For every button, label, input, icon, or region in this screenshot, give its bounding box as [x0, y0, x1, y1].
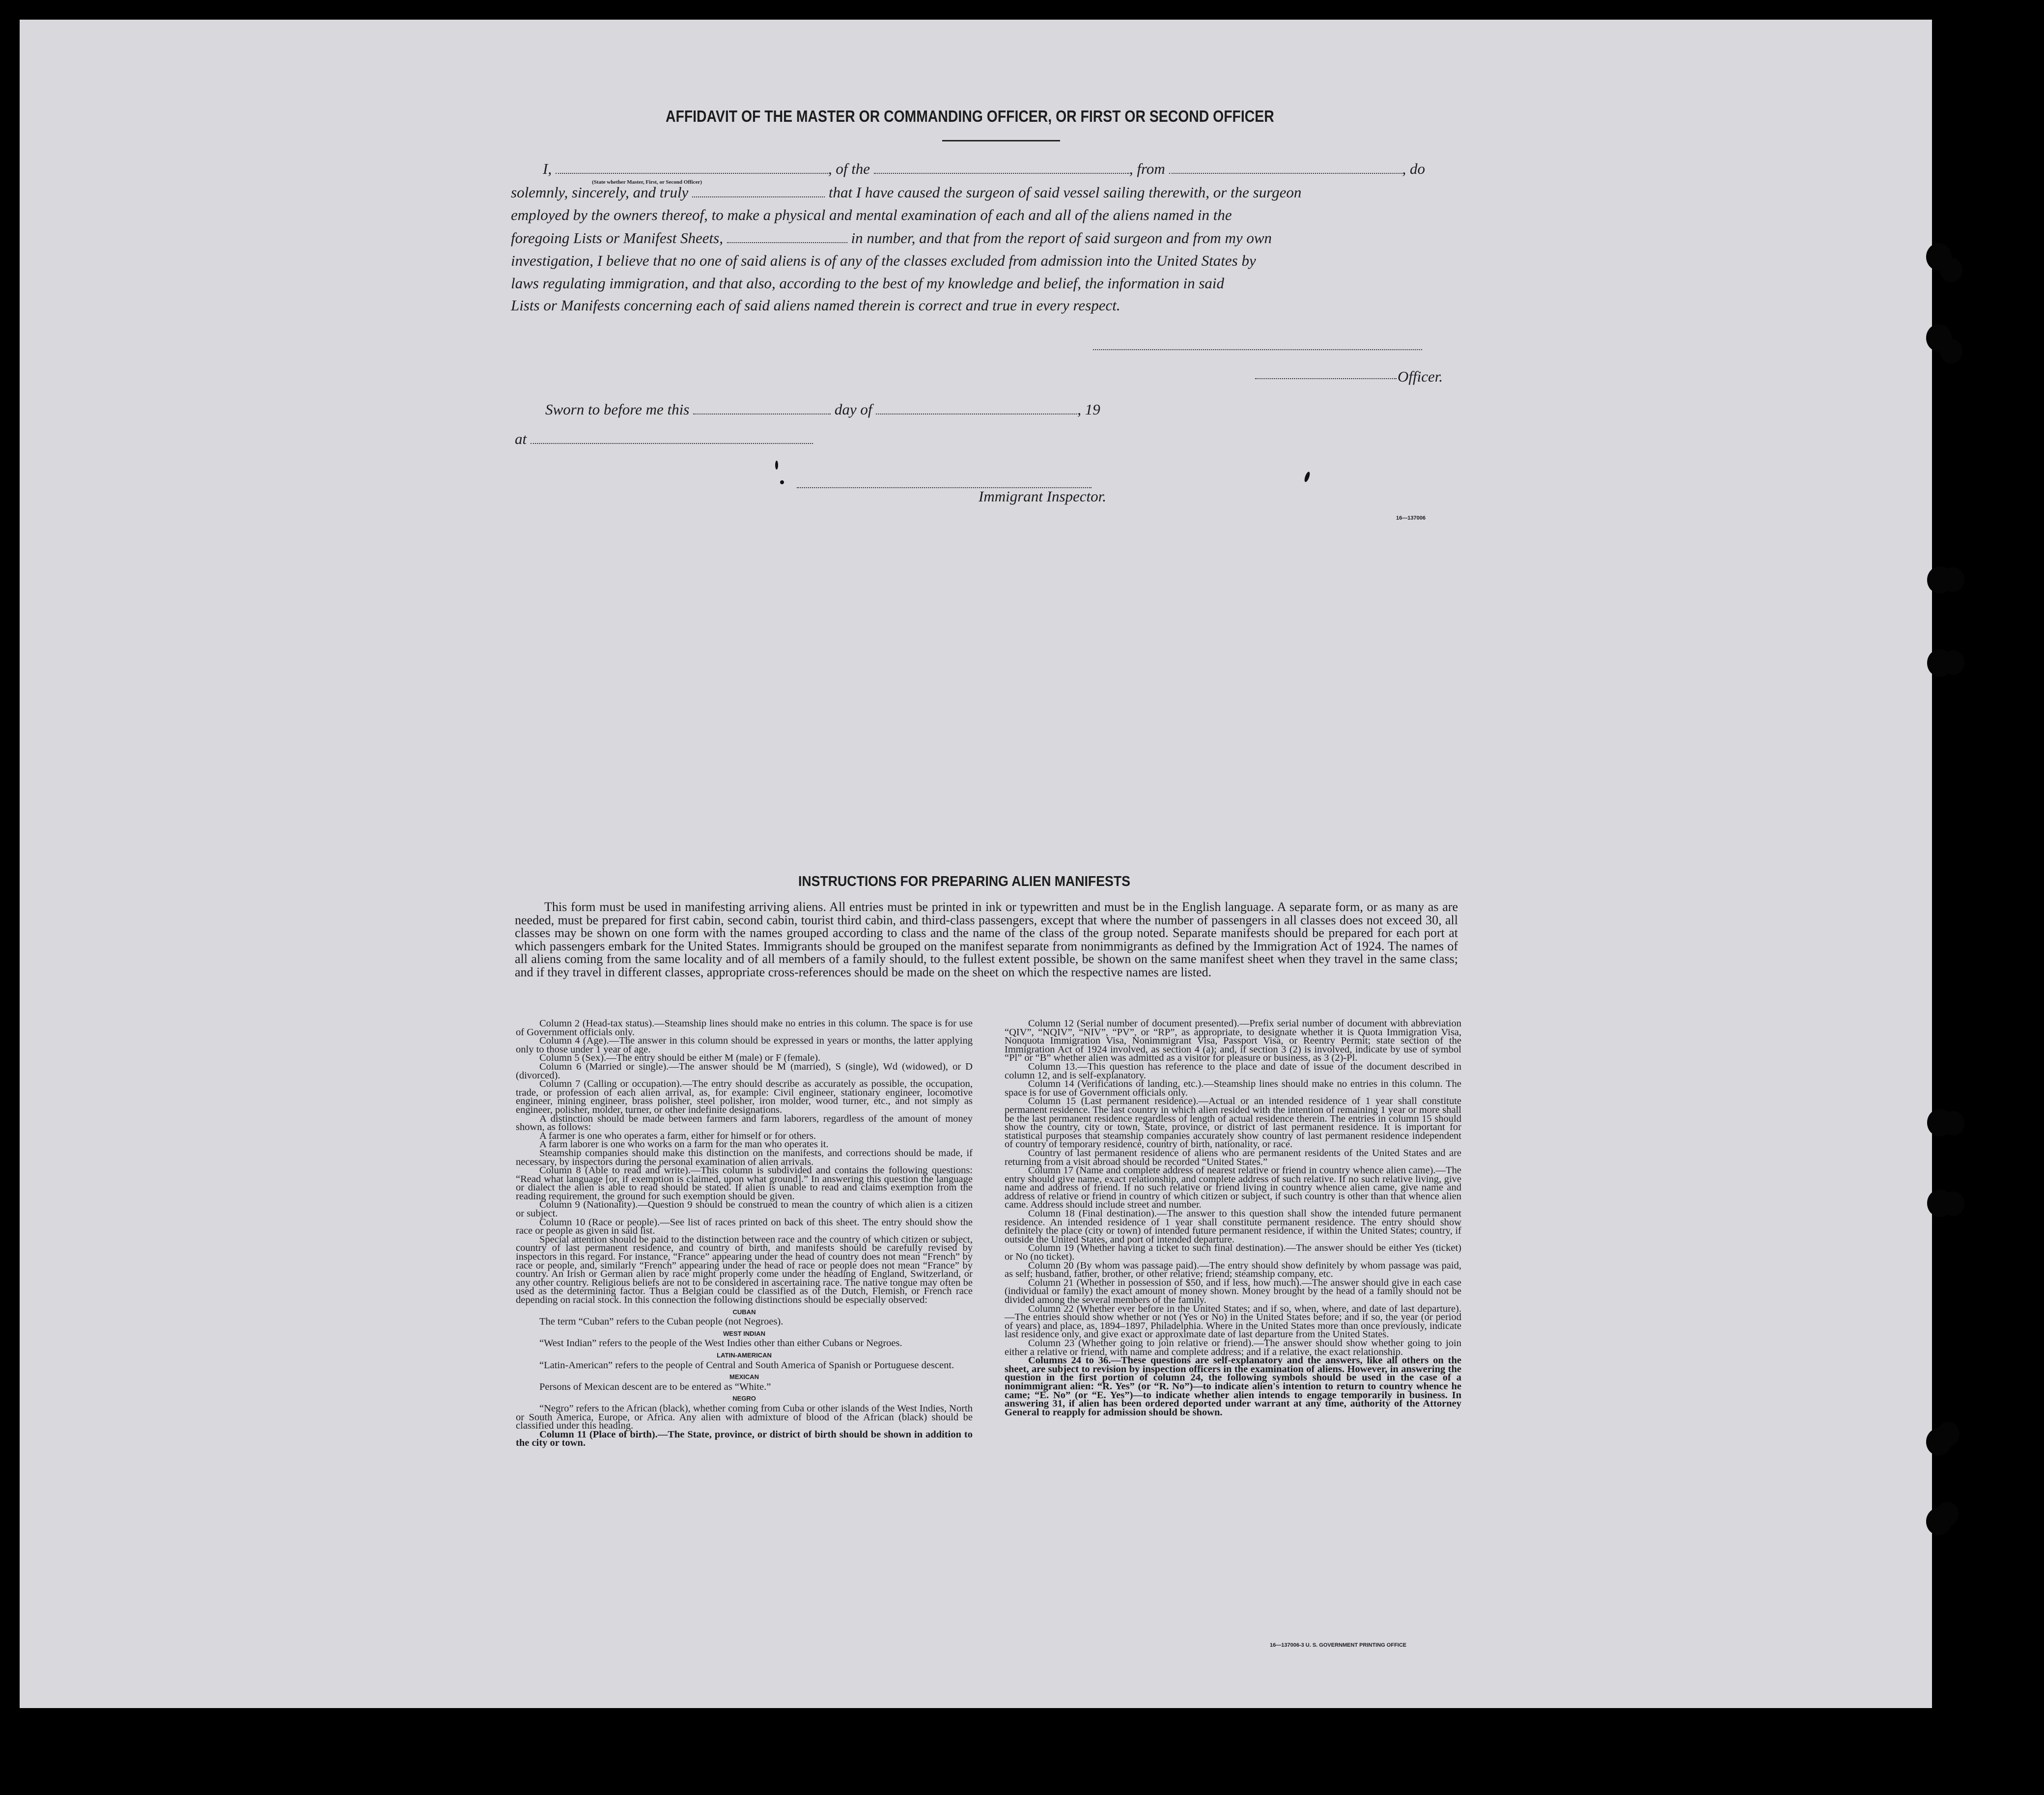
race-heading-latin-american: LATIN-AMERICAN [717, 1351, 772, 1359]
right-para-12: Column 23 (Whether going to join relative or friend).—The answer should show whether going to join either a relative or friend, with name and complete address; and if a relative, the exact relationship. [1005, 1337, 1461, 1357]
inspector-signature-line[interactable] [797, 480, 1092, 488]
do-label: , do [1402, 160, 1425, 177]
left-para-final: Column 11 (Place of birth).—The State, province, or district of birth should be shown in addition to the city or town. [516, 1429, 973, 1449]
sworn-place-field[interactable] [531, 431, 813, 444]
manifest-sheet [20, 20, 1932, 1708]
punch-hole [1936, 1502, 1959, 1526]
race-heading-cuban: CUBAN [732, 1308, 756, 1316]
vessel-name-field[interactable] [874, 161, 1129, 174]
right-para-2: Column 13.—This question has reference to the place and date of issue of the document described in column 12, and is self-explanatory. [1005, 1061, 1461, 1081]
instructions-right-column [1005, 1020, 1461, 1417]
sworn-line [545, 401, 1100, 418]
left-para-10: Column 8 (Able to read and write).—This column is subdivided and contains the following questions: “Read what language [or, if exemption is claimed, upon what ground].” In answering this question the language or dialect the alien is able to read should be stated. If alien is unable to read and claims exemption from the reading requirement, the ground for such exemption should be given. [516, 1165, 973, 1202]
sworn-text: Sworn to before me this [545, 401, 690, 418]
affidavit-i-label: I, [543, 160, 552, 177]
right-para-7: Column 18 (Final destination).—The answer to this question shall show the intended future permanent residence. An intended residence of 1 year shall constitute permanent residence. The entry should show definitely the place (city or town) of intended future permanent residence, if within the United States; country, if outside the United States, and port of intended departure. [1005, 1208, 1461, 1245]
affidavit-line-3: employed by the owners thereof, to make a physical and mental examination of each and all of the aliens named in the [511, 206, 1232, 223]
affidavit-title-rule [942, 140, 1060, 141]
left-para-7: A farmer is one who operates a farm, either for himself or for others. [539, 1130, 816, 1141]
at-label: at [515, 430, 527, 447]
printing-office-imprint: 16—137006-3 U. S. GOVERNMENT PRINTING OFFICE [1270, 1642, 1407, 1648]
left-para-1: Column 2 (Head-tax status).—Steamship lines should make no entries in this column. The space is for use of Government officials only. [516, 1018, 973, 1038]
surgeon-field[interactable] [692, 184, 825, 197]
instructions-left-column [516, 1020, 973, 1448]
port-from-field[interactable] [1169, 161, 1402, 174]
left-para-9: Steamship companies should make this distinction on the manifests, and corrections should be made, if necessary, by inspectors during the personal examination of alien arrivals. [516, 1147, 973, 1167]
affidavit-line-2 [511, 184, 1301, 201]
ink-mark [780, 480, 784, 484]
officer-title-line[interactable] [1255, 371, 1397, 379]
right-para-10: Column 21 (Whether in possession of $50, and if less, how much).—The answer should give in each case (individual or family) the exact amount of money shown. Money brought by the head of a family should not be divided among the several members of the family. [1005, 1277, 1461, 1305]
year-prefix: , 19 [1077, 401, 1100, 418]
right-para-11: Column 22 (Whether ever before in the United States; and if so, when, where, and date of last departure).—The entries should show whether or not (Yes or No) in the United States before; and if so, the year (or period of years) and place, as, 1894–1897, Philadelphia. Where in the United States more than once previously, indicate last residence only, and give exact or approximate date of last departure from the United States. [1005, 1303, 1461, 1340]
binder-edge [1932, 0, 2044, 1795]
right-para-6: Column 17 (Name and complete address of nearest relative or friend in country whence alien came).—The entry should give name, exact relationship, and complete address of such relative. If no such relative living, give name and address of friend. If no such relative or friend living in country whence alien came, give name and address of relative or friend in country of which citizen or subject, if such country is other than that whence alien came. Address should include street and number. [1005, 1165, 1461, 1211]
right-para-3: Column 14 (Verifications of landing, etc.).—Steamship lines should make no entries in this column. The space is for use of Government officials only. [1005, 1078, 1461, 1098]
affidavit-title: AFFIDAVIT OF THE MASTER OR COMMANDING OFFICER, OR FIRST OR SECOND OFFICER [666, 107, 1274, 125]
left-para-4: Column 6 (Married or single).—The answer should be M (married), S (single), Wd (widowed), or D (divorced). [516, 1061, 973, 1081]
right-para-5: Country of last permanent residence of aliens who are permanent residents of the United States and are returning from a visit abroad should be recorded “United States.” [1005, 1147, 1461, 1167]
left-para-11: Column 9 (Nationality).—Question 9 should be construed to mean the country of which alien is a citizen or subject. [516, 1199, 973, 1219]
left-para-3: Column 5 (Sex).—The entry should be either M (male) or F (female). [539, 1052, 821, 1064]
officer-signature-line[interactable] [1093, 342, 1422, 350]
left-para-5: Column 7 (Calling or occupation).—The entry should describe as accurately as possible, the occupation, trade, or profession of each alien arrival, as, for example: Civil engineer, stationary engineer, locomotive engineer, mining engineer, brass polisher, steel polisher, iron molder, wood turner, etc., and not simply as engineer, polisher, molder, turner, or other indefinite designations. [516, 1078, 973, 1115]
affidavit-form-number: 16—137006 [1396, 515, 1426, 521]
punch-hole [1942, 1191, 1964, 1216]
number-of-aliens-field[interactable] [727, 230, 847, 243]
inspector-label: Immigrant Inspector. [979, 488, 1107, 505]
right-para-8: Column 19 (Whether having a ticket to such final destination).—The answer should be either Yes (ticket) or No (no ticket). [1005, 1243, 1461, 1263]
punch-hole [1942, 650, 1964, 675]
race-heading-west-indian: WEST INDIAN [723, 1329, 765, 1337]
left-para-13: Special attention should be paid to the distinction between race and the country of which citizen or subject, country of last permanent residence, and country of birth, and manifests should be carefully revised by inspectors in this regard. For instance, “France” appearing under the head of country does not mean “French” by race or people, and, similarly “French” appearing under the head of race or people does not mean “France” by country. An Irish or German alien by race might properly come under the heading of England, Switzerland, or any other country. Religious beliefs are not to be considered in ascertaining race. The native tongue may often be used as the determining factor. Thus a Belgian could be classified as of the Dutch, Flemish, or French race depending on racial stock. In this connection the following distinctions should be especially observed: [516, 1234, 973, 1305]
right-para-13: Columns 24 to 36.—These questions are self-explanatory and the answers, like all others on the sheet, are subject to revision by inspection officers in the examination of aliens. However, in answering the question in the first portion of column 24, the following symbols should be used in the case of a nonimmigrant alien: “R. Yes” (or “R. No”)—to indicate alien's intention to return to country whence he came; “E. No” (or “E. Yes”)—to indicate whether alien intends to engage temporarily in business. In answering 31, if alien has been ordered deported under warrant at any time, authority of the Attorney General to reapply for admission should be shown. [1005, 1355, 1461, 1418]
from-label: , from [1129, 160, 1165, 177]
affidavit-line-6: laws regulating immigration, and that also, according to the best of my knowledge and belief, the information in said [511, 275, 1225, 292]
instructions-intro [515, 901, 1458, 979]
punch-hole [1942, 567, 1964, 592]
foregoing-text: foregoing Lists or Manifest Sheets, [511, 229, 723, 247]
punch-hole [1942, 1111, 1964, 1135]
of-the-label: , of the [828, 160, 870, 177]
sworn-month-field[interactable] [876, 401, 1077, 414]
left-para-2: Column 4 (Age).—The answer in this column should be expressed in years or months, the latter applying only to those under 1 year of age. [516, 1035, 973, 1055]
race-text-west-indian: “West Indian” refers to the people of the West Indies other than either Cubans or Negroes. [539, 1338, 902, 1349]
right-para-4: Column 15 (Last permanent residence).—Actual or an intended residence of 1 year shall constitute permanent residence. The last country in which alien resided with the intention of remaining 1 year or more shall be the last permanent residence regardless of length of actual residence therein. The entries in column 15 should show the country, city or town, State, province, or district of last permanent residence. It is important for statistical purposes that steamship companies accurately show country of last permanent residence independent of country of temporary residence, country of birth, nationality, or race. [1005, 1096, 1461, 1150]
race-heading-negro: NEGRO [732, 1395, 756, 1403]
affidavit-line-4 [511, 229, 1272, 247]
race-text-negro: “Negro” refers to the African (black), whether coming from Cuba or other islands of the West Indies, North or South America, Europe, or Africa. Any alien with admixture of blood of the African (black) should be classified under this heading. [516, 1403, 973, 1432]
left-para-6: A distinction should be made between farmers and farm laborers, regardless of the amount of money shown, as follows: [516, 1113, 973, 1133]
ink-mark [775, 461, 778, 469]
in-number-text: in number, and that from the report of said surgeon and from my own [851, 229, 1272, 247]
affidavit-line-7: Lists or Manifests concerning each of said aliens named therein is correct and true in every respect. [511, 297, 1120, 314]
race-text-cuban: The term “Cuban” refers to the Cuban people (not Negroes). [539, 1316, 784, 1327]
race-text-mexican: Persons of Mexican descent are to be entered as “White.” [539, 1381, 771, 1392]
affidavit-line-5: investigation, I believe that no one of said aliens is of any of the classes excluded from admission into the United States by [511, 252, 1256, 269]
day-of-text: day of [834, 401, 872, 418]
instructions-title: INSTRUCTIONS FOR PREPARING ALIEN MANIFESTS [798, 874, 1130, 889]
at-line [515, 430, 813, 448]
officer-label: Officer. [1398, 368, 1443, 385]
punch-hole [1937, 1422, 1960, 1446]
officer-rank-caption: (State whether Master, First, or Second Officer) [592, 179, 702, 185]
left-para-8: A farm laborer is one who works on a farm for the man who operates it. [539, 1139, 829, 1150]
intro-paragraph: This form must be used in manifesting arriving aliens. All entries must be printed in ink or typewritten and must be in the English language. A separate form, or as many as are needed, must be prepared for first cabin, second cabin, tourist third cabin, and third-class passengers, except that where the number of passengers in all classes does not exceed 30, all classes may be shown on one form with the names grouped according to class and the name of the class of the group noted. Separate manifests should be prepared for each port at which passengers embark for the United States. Immigrants should be grouped on the manifest separate from nonimmigrants as defined by the Immigration Act of 1924. The names of all aliens coming from the same locality and of all members of a family should, to the fullest extent possible, be shown on the same manifest sheet when they travel in the same class; and if they travel in different classes, appropriate cross-references should be made on the sheet on which the respective names are listed. [515, 900, 1458, 979]
sworn-day-field[interactable] [693, 401, 831, 414]
affidavit-line-1 [543, 160, 1425, 178]
race-text-latin-american: “Latin-American” refers to the people of Central and South America of Spanish or Portuguese descent. [539, 1359, 954, 1371]
surgeon-text: that I have caused the surgeon of said vessel sailing therewith, or the surgeon [828, 184, 1302, 201]
right-para-1: Column 12 (Serial number of document presented).—Prefix serial number of document with abbreviation “QIV”, “NQIV”, “NIV”, “PV”, or “RP”, as appropriate, to designate whether it is Quota Immigration Visa, Nonquota Immigration Visa, Nonimmigrant Visa, Passport Visa, or Reentry Permit; state section of the Immigration Act of 1924 involved, as section 4 (a); and, if section 3 (2) is involved, indicate by use of symbol “Pl” or “B” whether alien was admitted as a visitor for pleasure or business, as 3 (2)-Pl. [1005, 1018, 1461, 1064]
race-heading-mexican: MEXICAN [729, 1373, 759, 1381]
left-para-12: Column 10 (Race or people).—See list of races printed on back of this sheet. The entry should show the race or people as given in said list. [516, 1216, 973, 1237]
punch-hole [1940, 258, 1962, 282]
officer-rank-field[interactable] [556, 161, 828, 174]
solemnly-text: solemnly, sincerely, and truly [511, 184, 689, 201]
right-para-9: Column 20 (By whom was passage paid).—The entry should show definitely by whom passage was paid, as self; husband, father, brother, or other relative; friend; steamship company, etc. [1005, 1260, 1461, 1280]
punch-hole [1940, 339, 1962, 363]
